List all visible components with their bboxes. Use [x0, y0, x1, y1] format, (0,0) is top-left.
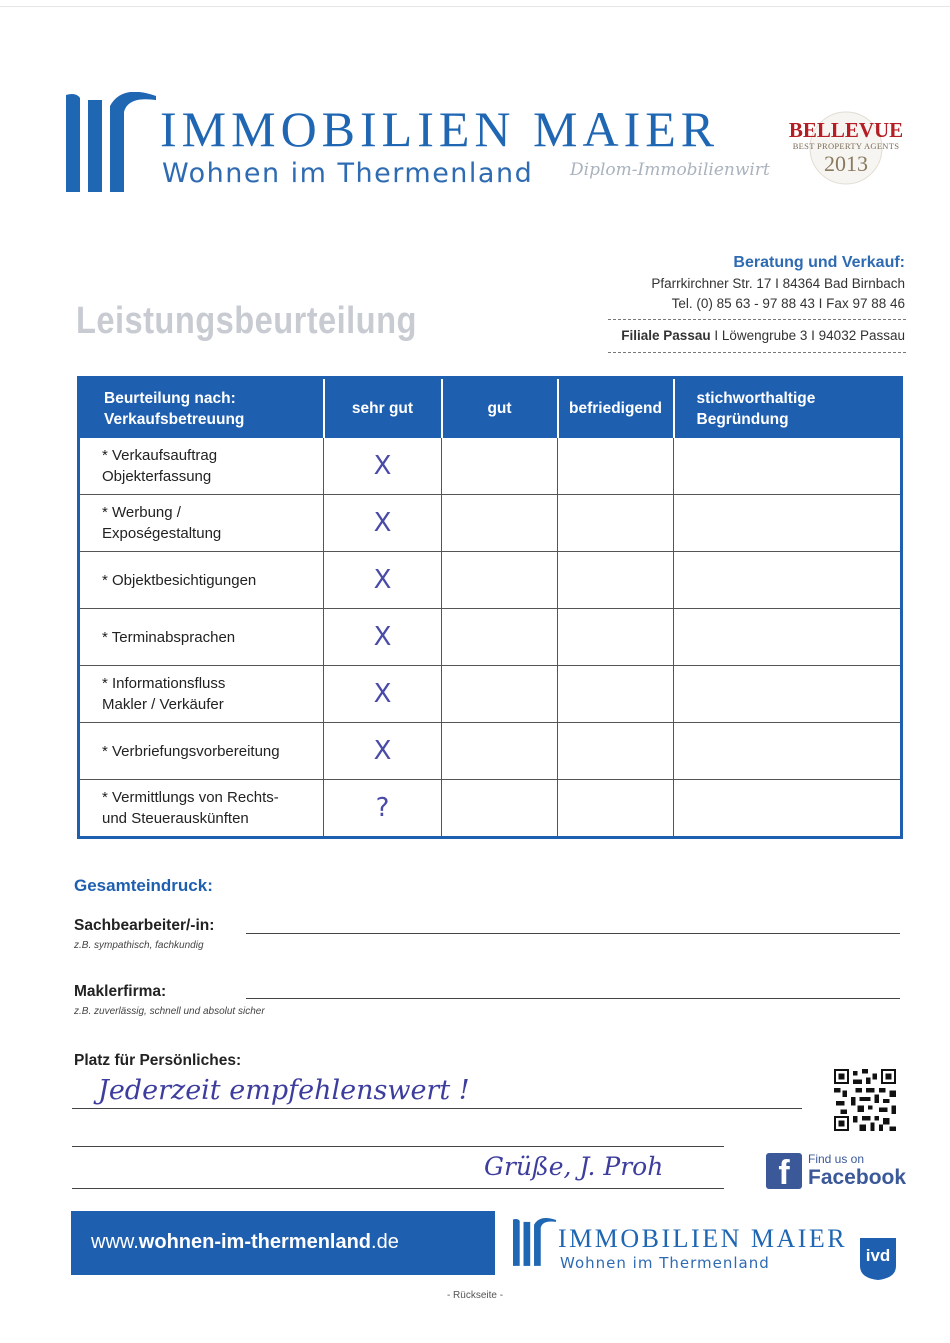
- sachbearbeiter-input-line[interactable]: [246, 933, 900, 934]
- brand-tagline: Wohnen im Thermenland: [162, 158, 534, 189]
- personal-input-line[interactable]: [72, 1188, 724, 1189]
- table-row: [79, 780, 902, 838]
- contact-title: Beratung und Verkauf:: [733, 254, 905, 271]
- ivd-logo: [856, 1236, 900, 1280]
- checkbox-gut[interactable]: [442, 438, 558, 495]
- row-label-line2: Makler / Verkäufer: [102, 696, 224, 713]
- url-main: wohnen-im-thermenland: [138, 1231, 372, 1253]
- page-title: Leistungsbeurteilung: [76, 300, 417, 342]
- filiale-address: I Löwengrube 3 I 94032 Passau: [710, 328, 905, 343]
- contact-address: Pfarrkirchner Str. 17 I 84364 Bad Birnbach: [651, 276, 905, 291]
- sachbearbeiter-hint: z.B. sympathisch, fachkundig: [74, 940, 204, 951]
- ivd-text: ivd: [865, 1246, 891, 1265]
- table-row: [79, 438, 902, 495]
- begruendung-field[interactable]: [674, 552, 902, 609]
- checkbox-befriedigend[interactable]: [558, 666, 674, 723]
- dotted-divider: [608, 319, 906, 320]
- checkbox-gut[interactable]: [442, 495, 558, 552]
- header-sehr-gut: sehr gut: [324, 378, 442, 439]
- checkbox-sehr-gut[interactable]: X: [324, 666, 442, 723]
- footer-brand-name: IMMOBILIEN MAIER: [558, 1224, 848, 1253]
- footer-brand-tagline: Wohnen im Thermenland: [560, 1254, 770, 1272]
- begruendung-field[interactable]: [674, 780, 902, 838]
- facebook-big-text: Facebook: [808, 1166, 907, 1189]
- maier-logo-icon: [66, 92, 158, 192]
- checkbox-gut[interactable]: [442, 780, 558, 838]
- contact-phone: Tel. (0) 85 63 - 97 88 43 I Fax 97 88 46: [671, 296, 905, 311]
- url-prefix: www.: [91, 1231, 139, 1253]
- row-label: [79, 666, 324, 723]
- checkbox-gut[interactable]: [442, 552, 558, 609]
- overall-title: Gesamteindruck:: [74, 876, 213, 895]
- rating-table-header: [79, 378, 902, 439]
- row-label: [79, 438, 324, 495]
- personal-label: Platz für Persönliches:: [74, 1052, 242, 1069]
- personal-input-line[interactable]: [72, 1146, 724, 1147]
- maier-logo-small-icon: [513, 1213, 557, 1271]
- facebook-badge[interactable]: [766, 1149, 907, 1193]
- facebook-icon: f: [766, 1153, 802, 1189]
- row-label: * Objektbesichtigungen: [79, 552, 324, 609]
- maklerfirma-label: Maklerfirma:: [74, 983, 167, 1000]
- checkbox-befriedigend[interactable]: [558, 780, 674, 838]
- header-criteria: [79, 378, 324, 439]
- row-label-line1: * Verkaufsauftrag: [102, 447, 218, 464]
- maklerfirma-hint: z.B. zuverlässig, schnell und absolut sicher: [74, 1006, 265, 1017]
- begruendung-field[interactable]: [674, 438, 902, 495]
- page-footer-note: - Rückseite -: [446, 1290, 504, 1301]
- filiale-label: Filiale Passau: [621, 328, 711, 343]
- checkbox-sehr-gut[interactable]: X: [324, 723, 442, 780]
- handwritten-note: Jederzeit empfehlenswert !: [98, 1075, 470, 1106]
- row-label: [79, 780, 324, 838]
- checkbox-befriedigend[interactable]: [558, 723, 674, 780]
- rating-table: [77, 376, 903, 839]
- personal-input-line[interactable]: [72, 1108, 802, 1109]
- row-label-line1: * Informationsfluss: [102, 675, 226, 692]
- page-top-edge: [0, 6, 950, 7]
- checkbox-befriedigend[interactable]: [558, 438, 674, 495]
- checkbox-sehr-gut[interactable]: ?: [324, 780, 442, 838]
- award-title: BELLEVUE: [788, 118, 904, 142]
- row-label-line2: und Steuerauskünften: [102, 810, 249, 827]
- website-link[interactable]: [91, 1231, 399, 1254]
- bellevue-award-badge: [778, 104, 914, 186]
- row-label-line2: Exposégestaltung: [102, 525, 222, 542]
- facebook-small-text: Find us on: [808, 1152, 865, 1166]
- dotted-divider: [608, 352, 906, 353]
- begruendung-field[interactable]: [674, 723, 902, 780]
- checkbox-sehr-gut[interactable]: X: [324, 495, 442, 552]
- qr-code-icon[interactable]: [834, 1069, 896, 1131]
- checkbox-befriedigend[interactable]: [558, 552, 674, 609]
- row-label-line1: * Vermittlungs von Rechts-: [102, 789, 279, 806]
- row-label-line2: Objekterfassung: [102, 468, 212, 485]
- award-year: 2013: [824, 151, 868, 176]
- diplom-handwriting: Diplom-Immobilienwirt: [570, 160, 770, 180]
- row-label-line1: * Werbung /: [102, 504, 181, 521]
- sachbearbeiter-label: Sachbearbeiter/-in:: [74, 917, 215, 934]
- checkbox-sehr-gut[interactable]: X: [324, 609, 442, 666]
- row-label: [79, 495, 324, 552]
- checkbox-befriedigend[interactable]: [558, 609, 674, 666]
- table-row: [79, 609, 902, 666]
- checkbox-befriedigend[interactable]: [558, 495, 674, 552]
- header-gut: gut: [442, 378, 558, 439]
- header-begruendung: [674, 378, 902, 439]
- table-row: [79, 495, 902, 552]
- header-criteria-line1: Beurteilung nach:: [104, 389, 236, 407]
- header-befriedigend: befriedigend: [558, 378, 674, 439]
- table-row: [79, 666, 902, 723]
- footer-banner: [71, 1211, 495, 1275]
- begruendung-field[interactable]: [674, 666, 902, 723]
- checkbox-sehr-gut[interactable]: X: [324, 438, 442, 495]
- row-label: * Terminabsprachen: [79, 609, 324, 666]
- table-row: [79, 552, 902, 609]
- begruendung-field[interactable]: [674, 609, 902, 666]
- checkbox-gut[interactable]: [442, 723, 558, 780]
- url-suffix: .de: [371, 1231, 399, 1253]
- checkbox-gut[interactable]: [442, 609, 558, 666]
- header-begruendung-line1: stichworthaltige: [696, 389, 816, 407]
- award-subtitle: BEST PROPERTY AGENTS: [792, 141, 900, 151]
- brand-name: IMMOBILIEN MAIER: [160, 101, 720, 157]
- begruendung-field[interactable]: [674, 495, 902, 552]
- contact-filiale: [621, 328, 905, 343]
- table-row: [79, 723, 902, 780]
- header-begruendung-line2: Begründung: [696, 410, 789, 428]
- header-criteria-line2: Verkaufsbetreuung: [104, 410, 245, 428]
- checkbox-sehr-gut[interactable]: X: [324, 552, 442, 609]
- row-label: * Verbriefungsvorbereitung: [79, 723, 324, 780]
- checkbox-gut[interactable]: [442, 666, 558, 723]
- maklerfirma-input-line[interactable]: [246, 998, 900, 999]
- handwritten-signature: Grüße, J. Proh: [484, 1152, 664, 1181]
